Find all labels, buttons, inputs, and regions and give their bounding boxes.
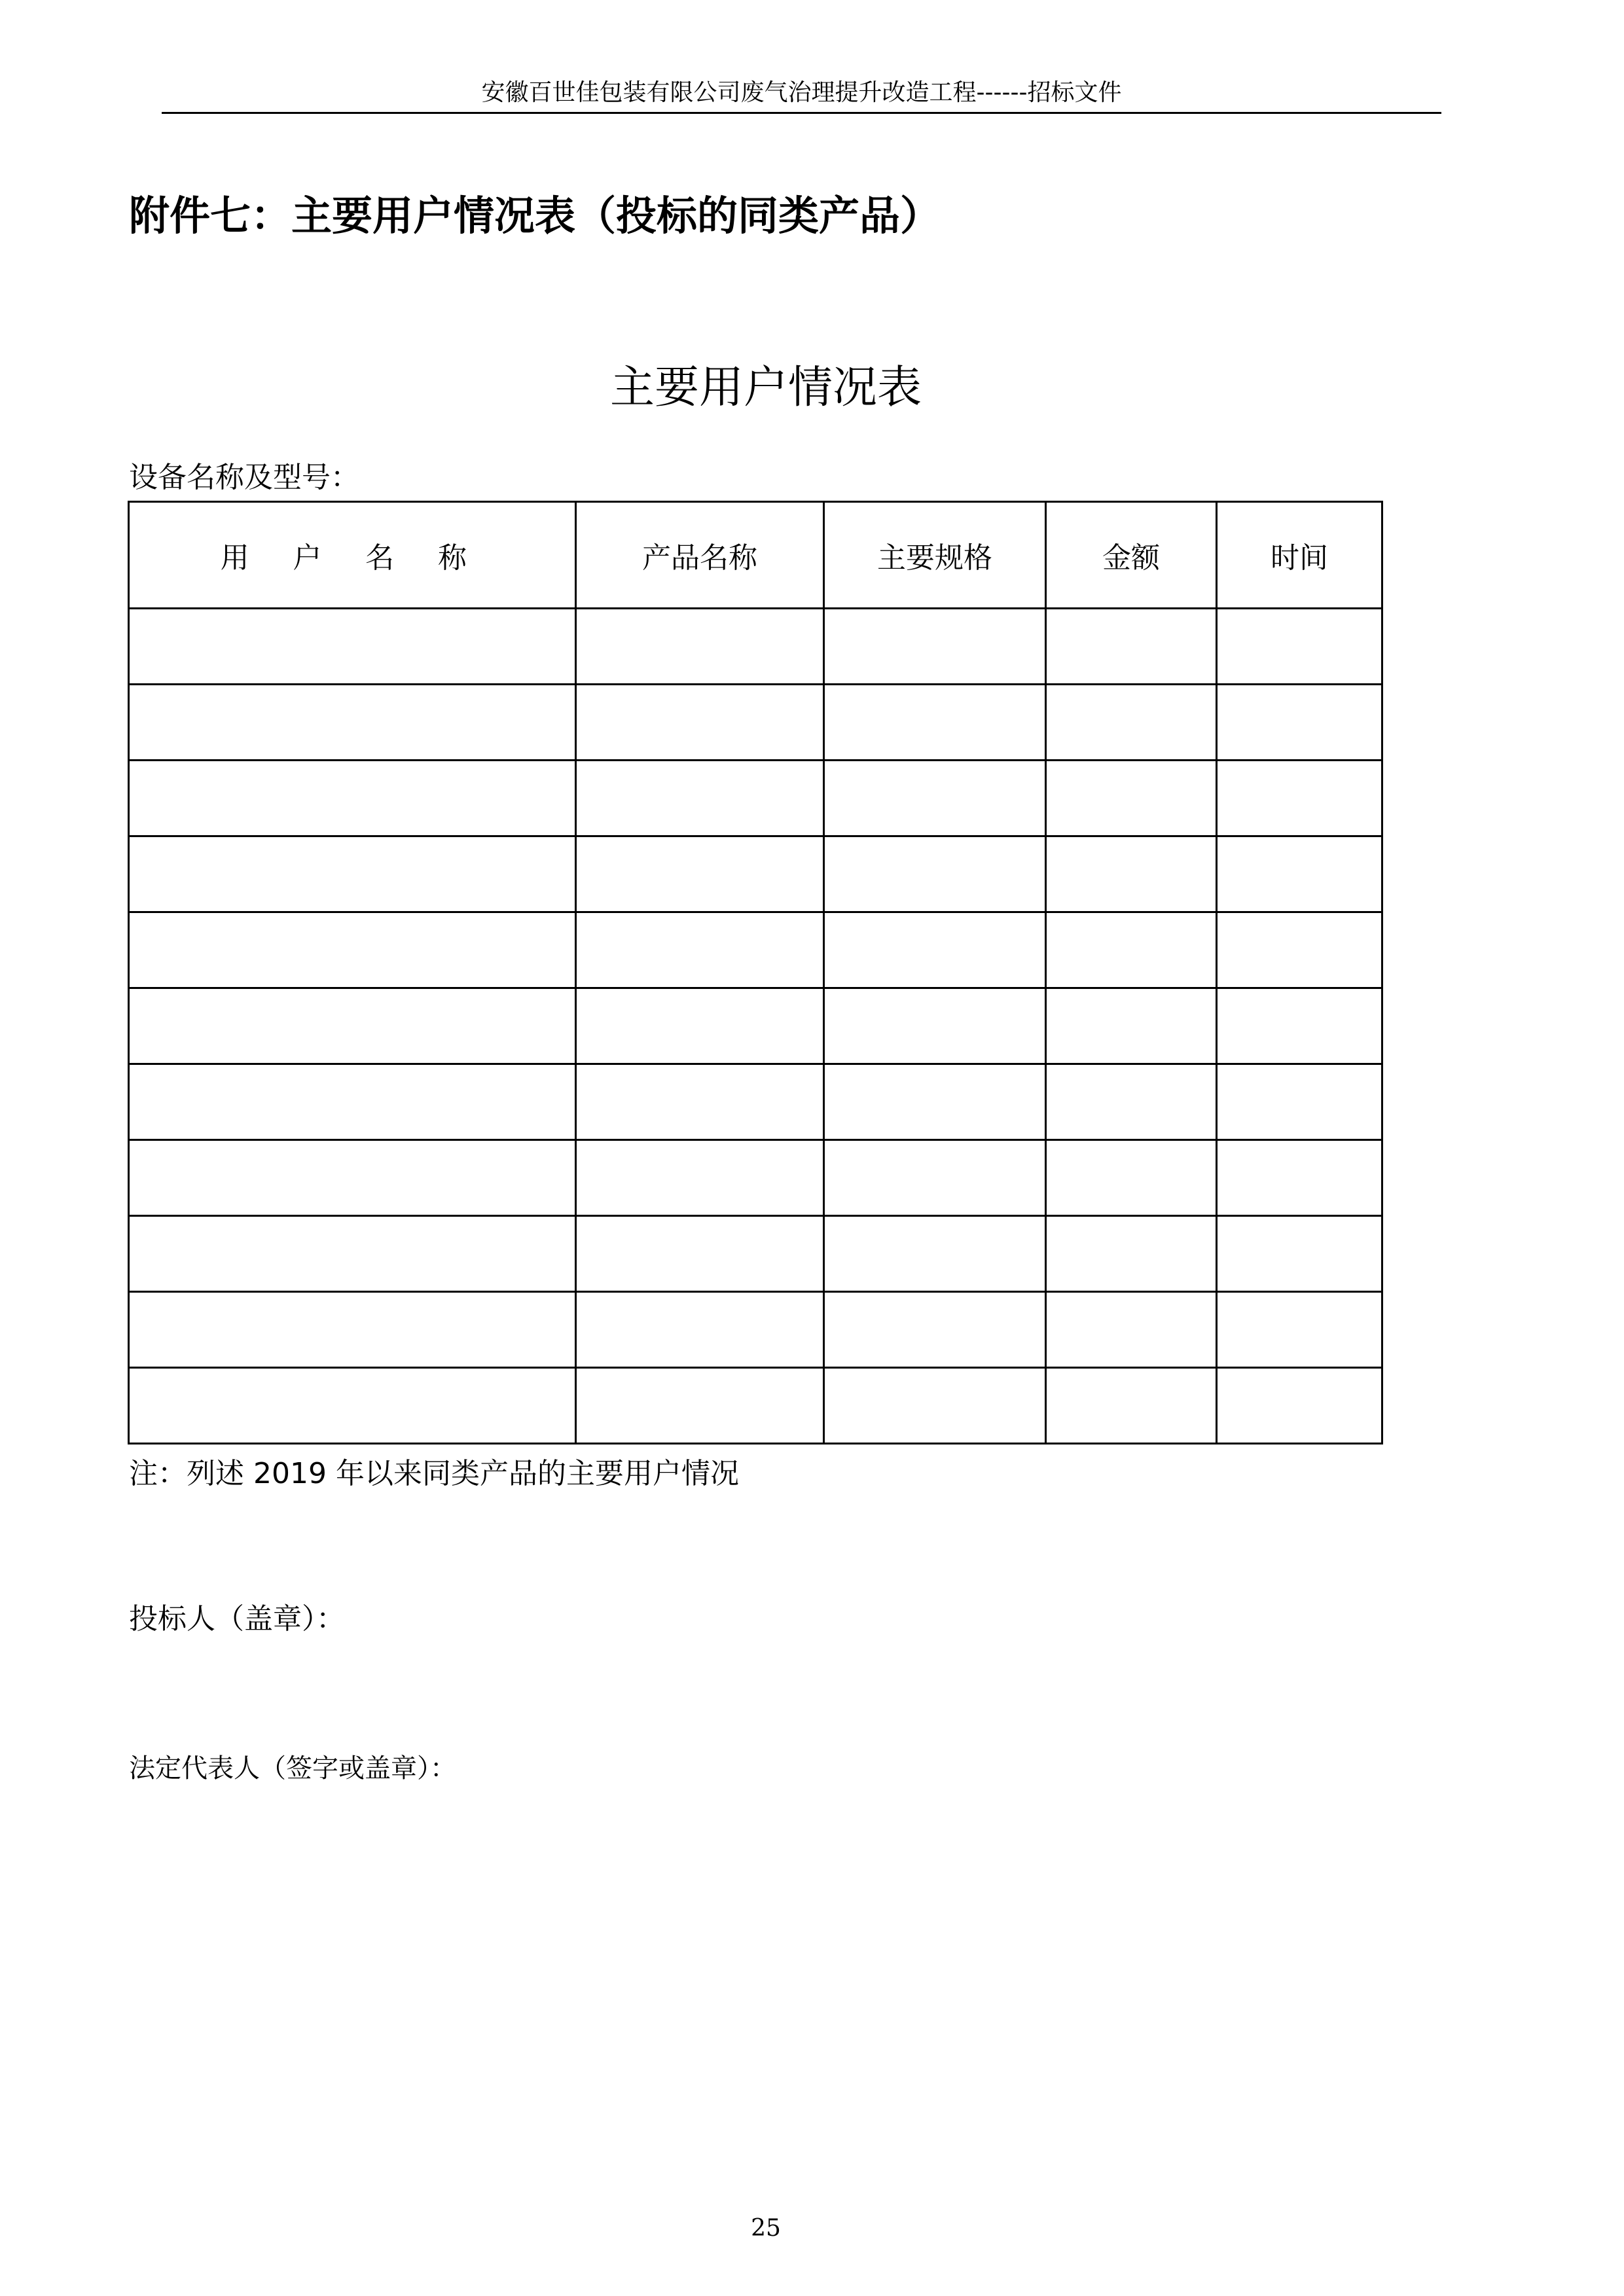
table-cell-amount bbox=[1046, 1064, 1217, 1140]
table-cell-user-name bbox=[129, 836, 576, 912]
table-cell-user-name bbox=[129, 761, 576, 836]
table-header-row bbox=[129, 502, 1382, 609]
column-header-user-name: 用 户 名 称 bbox=[129, 502, 576, 609]
column-header-amount: 金额 bbox=[1046, 502, 1217, 609]
table-row bbox=[129, 1292, 1382, 1368]
table-cell-product-name bbox=[576, 761, 824, 836]
table-cell-main-spec bbox=[824, 685, 1046, 761]
table-cell-user-name bbox=[129, 685, 576, 761]
table-cell-product-name bbox=[576, 836, 824, 912]
table-row bbox=[129, 1368, 1382, 1444]
table-cell-amount bbox=[1046, 836, 1217, 912]
bidder-seal-label: 投标人（盖章）： bbox=[129, 1602, 345, 1636]
table-cell-time bbox=[1217, 1292, 1382, 1368]
table-cell-time bbox=[1217, 609, 1382, 685]
table-cell-main-spec bbox=[824, 761, 1046, 836]
table-row bbox=[129, 761, 1382, 836]
table-cell-amount bbox=[1046, 1292, 1217, 1368]
table-cell-user-name bbox=[129, 1064, 576, 1140]
table-body bbox=[129, 609, 1382, 1444]
table-row bbox=[129, 609, 1382, 685]
column-header-main-spec: 主要规格 bbox=[824, 502, 1046, 609]
table-cell-time bbox=[1217, 912, 1382, 988]
attachment-title: 附件七：主要用户情况表（投标的同类产品） bbox=[129, 192, 941, 240]
table-cell-main-spec bbox=[824, 1064, 1046, 1140]
table-cell-amount bbox=[1046, 761, 1217, 836]
table-row bbox=[129, 988, 1382, 1064]
table-cell-main-spec bbox=[824, 1216, 1046, 1292]
table-row bbox=[129, 1140, 1382, 1216]
table-cell-main-spec bbox=[824, 1140, 1046, 1216]
table-cell-product-name bbox=[576, 1216, 824, 1292]
table-row bbox=[129, 912, 1382, 988]
main-users-table bbox=[128, 501, 1383, 1444]
table-cell-main-spec bbox=[824, 609, 1046, 685]
table-cell-amount bbox=[1046, 685, 1217, 761]
table-cell-main-spec bbox=[824, 1292, 1046, 1368]
table-note: 注：列述 2019 年以来同类产品的主要用户情况 bbox=[129, 1457, 739, 1490]
table-cell-user-name bbox=[129, 1292, 576, 1368]
table-cell-product-name bbox=[576, 1140, 824, 1216]
table-cell-amount bbox=[1046, 1140, 1217, 1216]
table-cell-time bbox=[1217, 761, 1382, 836]
page-number: 25 bbox=[751, 2215, 781, 2242]
table-cell-product-name bbox=[576, 1064, 824, 1140]
table-cell-main-spec bbox=[824, 912, 1046, 988]
header-rule bbox=[162, 112, 1441, 114]
table-cell-user-name bbox=[129, 912, 576, 988]
table-title: 主要用户情况表 bbox=[609, 362, 922, 414]
table-cell-main-spec bbox=[824, 988, 1046, 1064]
table-cell-amount bbox=[1046, 1216, 1217, 1292]
table-cell-product-name bbox=[576, 609, 824, 685]
table-cell-product-name bbox=[576, 1292, 824, 1368]
table-row bbox=[129, 1064, 1382, 1140]
table-cell-product-name bbox=[576, 1368, 824, 1444]
table-cell-time bbox=[1217, 1368, 1382, 1444]
table-cell-time bbox=[1217, 1064, 1382, 1140]
table-cell-time bbox=[1217, 988, 1382, 1064]
table-cell-user-name bbox=[129, 1140, 576, 1216]
table-cell-user-name bbox=[129, 1368, 576, 1444]
table-cell-time bbox=[1217, 1216, 1382, 1292]
table-cell-product-name bbox=[576, 988, 824, 1064]
table-cell-time bbox=[1217, 836, 1382, 912]
table-cell-user-name bbox=[129, 1216, 576, 1292]
table-cell-user-name bbox=[129, 988, 576, 1064]
page-header: 安徽百世佳包装有限公司废气治理提升改造工程------招标文件 bbox=[481, 79, 1122, 106]
legal-representative-label: 法定代表人（签字或盖章）： bbox=[129, 1753, 456, 1784]
table-cell-main-spec bbox=[824, 1368, 1046, 1444]
table-row bbox=[129, 1216, 1382, 1292]
table-cell-amount bbox=[1046, 609, 1217, 685]
table-cell-main-spec bbox=[824, 836, 1046, 912]
table-row bbox=[129, 685, 1382, 761]
table-cell-product-name bbox=[576, 685, 824, 761]
device-name-model-label: 设备名称及型号： bbox=[129, 461, 359, 494]
column-header-time: 时间 bbox=[1217, 502, 1382, 609]
table-cell-product-name bbox=[576, 912, 824, 988]
table-cell-time bbox=[1217, 1140, 1382, 1216]
column-header-product-name: 产品名称 bbox=[576, 502, 824, 609]
table-row bbox=[129, 836, 1382, 912]
table-cell-user-name bbox=[129, 609, 576, 685]
table-cell-amount bbox=[1046, 912, 1217, 988]
table-cell-time bbox=[1217, 685, 1382, 761]
table-cell-amount bbox=[1046, 1368, 1217, 1444]
table-cell-amount bbox=[1046, 988, 1217, 1064]
